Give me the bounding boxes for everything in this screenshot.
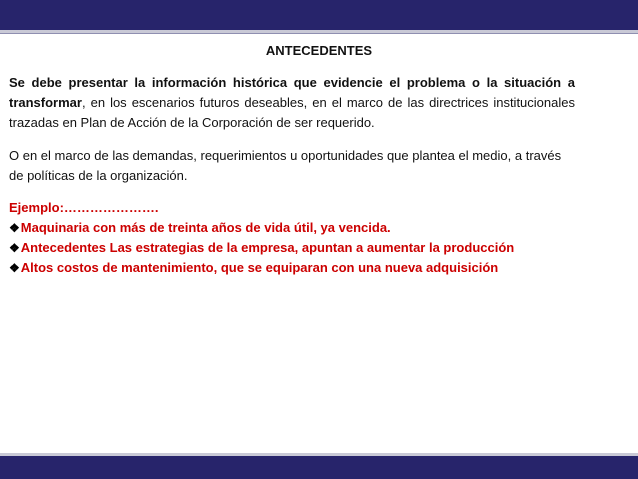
bullet-text: Antecedentes Las estrategias de la empresa, apuntan a aumentar la producción (20, 240, 515, 255)
paragraph-intro-rest: , en los escenarios futuros deseables, en el marco de las directrices institucionales trazadas en Plan de Acción de la Corporación de ser requerido. (9, 95, 575, 130)
header-divider-shadow (0, 33, 638, 34)
diamond-bullet-icon: ❖ (9, 261, 20, 275)
footer-bar (0, 456, 638, 479)
paragraph-intro-bold: Se debe presentar la información histórica que evidencie el problema o la situación a transformar (9, 75, 575, 110)
bullet-text: Maquinaria con más de treinta años de vida útil, ya vencida. (20, 220, 391, 235)
diamond-bullet-icon: ❖ (9, 241, 20, 255)
header-bar (0, 0, 638, 30)
diamond-bullet-icon: ❖ (9, 221, 20, 235)
bullet-item (9, 258, 575, 278)
bullet-text: Altos costos de mantenimiento, que se equiparan con una nueva adquisición (20, 260, 499, 275)
bullet-item (9, 218, 575, 238)
slide-title: ANTECEDENTES (265, 43, 373, 58)
paragraph-intro (9, 73, 575, 133)
paragraph-alternative: O en el marco de las demandas, requerimientos u oportunidades que plantea el medio, a través de políticas de la organización. (9, 148, 562, 183)
bullet-item (9, 238, 575, 258)
example-label: Ejemplo:…………………. (9, 200, 159, 215)
slide-body (9, 73, 575, 278)
